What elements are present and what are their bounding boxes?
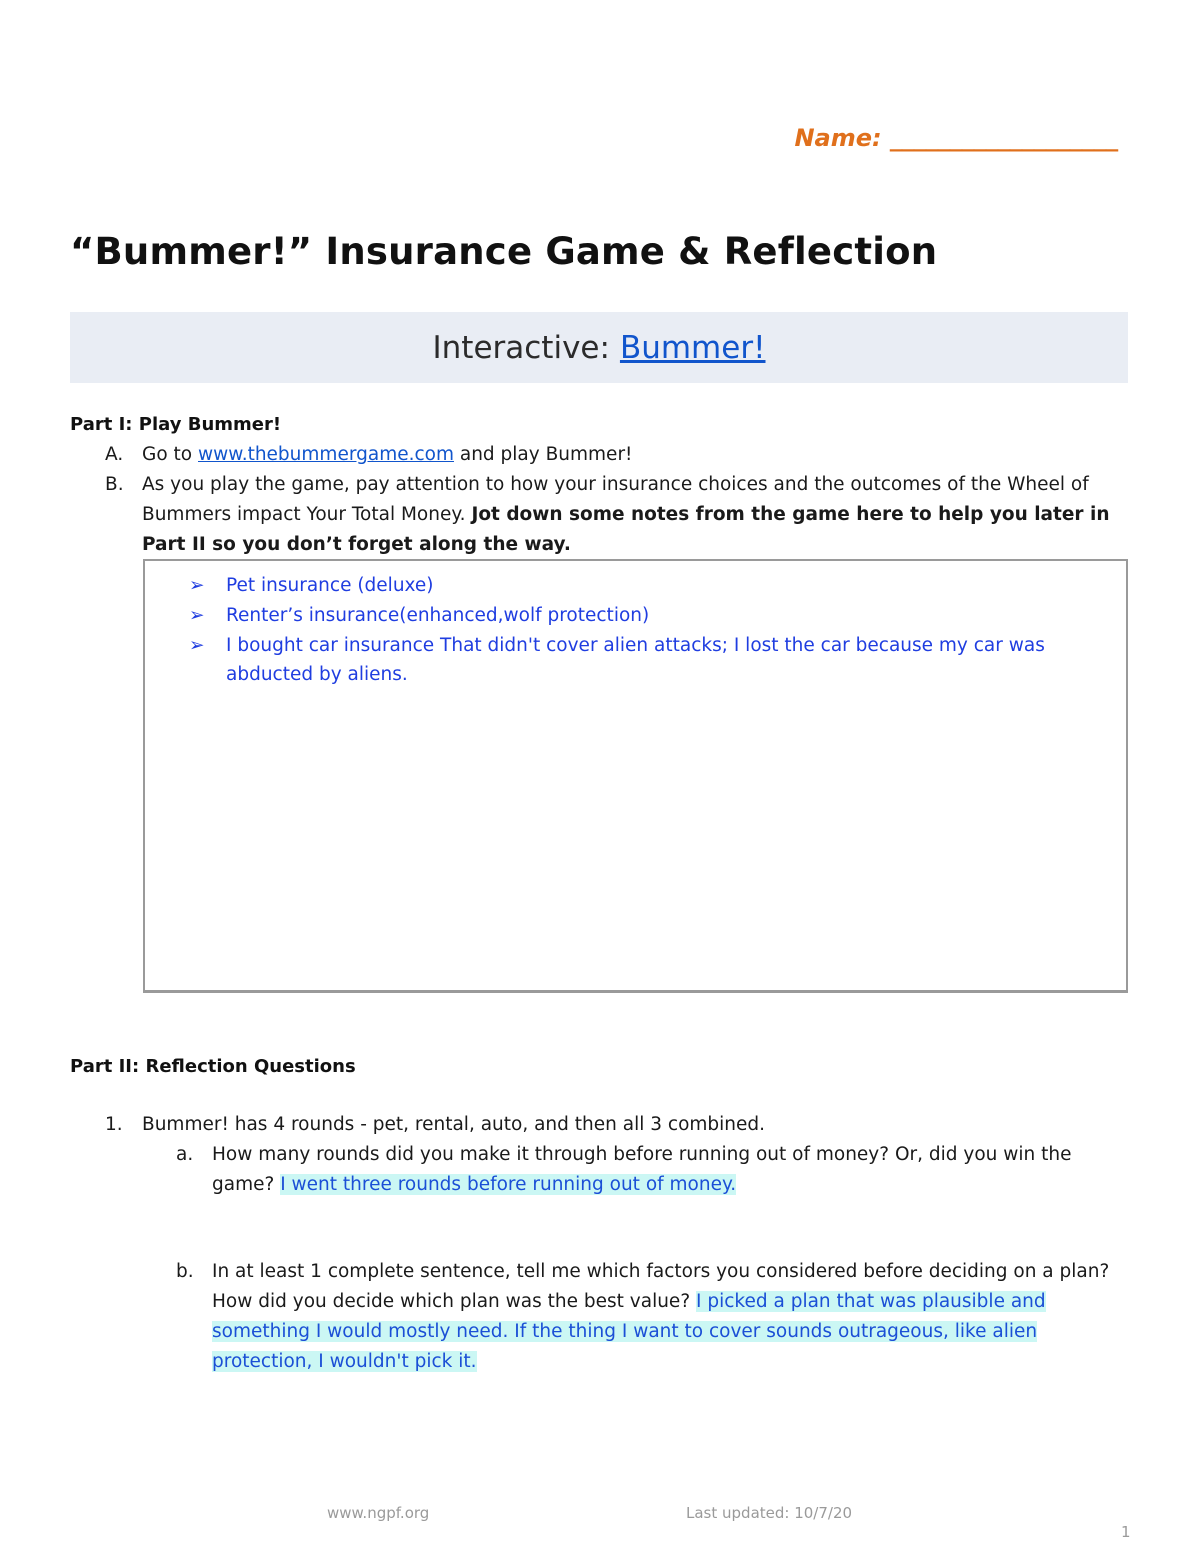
footer-website: www.ngpf.org xyxy=(327,1504,430,1522)
question-1a-marker: a. xyxy=(176,1144,194,1165)
question-1a xyxy=(176,1140,1111,1200)
bummer-link[interactable]: Bummer! xyxy=(619,329,766,366)
interactive-banner xyxy=(70,312,1128,383)
bummergame-link[interactable]: www.thebummergame.com xyxy=(198,444,454,465)
item-b-bold-text: Jot down some notes from the game here to help you later in Part II so you don’t forget along the way. xyxy=(142,504,1110,555)
page-title: “Bummer!” Insurance Game & Reflection xyxy=(70,230,938,273)
part2-heading: Part II: Reflection Questions xyxy=(70,1056,356,1077)
answer-1a[interactable]: I went three rounds before running out of money. xyxy=(280,1174,737,1195)
question-1-marker: 1. xyxy=(105,1114,123,1135)
note-item xyxy=(189,571,1089,600)
note-item xyxy=(189,601,1089,630)
arrow-bullet-icon: ➢ xyxy=(189,635,205,656)
page-number: 1 xyxy=(1121,1523,1131,1541)
part1-heading: Part I: Play Bummer! xyxy=(70,414,282,435)
item-b-marker: B. xyxy=(105,474,124,495)
arrow-bullet-icon: ➢ xyxy=(189,605,205,626)
banner-label: Interactive: xyxy=(432,329,610,366)
note-item xyxy=(189,631,1089,689)
question-1a-text: How many rounds did you make it through before running out of money? Or, did you win the game? xyxy=(212,1144,1072,1195)
note-text: Pet insurance (deluxe) xyxy=(226,575,434,596)
item-b-text: As you play the game, pay attention to how your insurance choices and the outcomes of the Wheel of Bummers impact Your Total Money. xyxy=(142,474,1089,525)
item-a-text-post: and play Bummer! xyxy=(453,444,633,465)
question-1-text: Bummer! has 4 rounds - pet, rental, auto, and then all 3 combined. xyxy=(142,1114,766,1135)
footer-last-updated: Last updated: 10/7/20 xyxy=(686,1504,853,1522)
answer-1b[interactable]: I picked a plan that was plausible and something I would mostly need. If the thing I want to cover sounds outrageous, like alien protection, I wouldn't pick it. xyxy=(212,1291,1046,1372)
notes-box[interactable] xyxy=(143,559,1128,993)
arrow-bullet-icon: ➢ xyxy=(189,575,205,596)
question-1b-text: In at least 1 complete sentence, tell me which factors you considered before deciding on a plan? How did you decide which plan was the best value? xyxy=(212,1261,1110,1312)
part1-item-a xyxy=(105,440,1125,470)
question-1b xyxy=(176,1257,1131,1377)
note-text: Renter’s insurance(enhanced,wolf protection) xyxy=(226,605,650,626)
item-a-marker: A. xyxy=(105,444,124,465)
note-text: I bought car insurance That didn't cover alien attacks; I lost the car because my car was abducted by aliens. xyxy=(226,635,1045,685)
question-1 xyxy=(105,1110,1105,1140)
item-a-text-pre: Go to xyxy=(142,444,198,465)
name-field-label: Name: ___________________ xyxy=(794,124,1118,152)
question-1b-marker: b. xyxy=(176,1261,194,1282)
part1-item-b xyxy=(105,470,1115,560)
